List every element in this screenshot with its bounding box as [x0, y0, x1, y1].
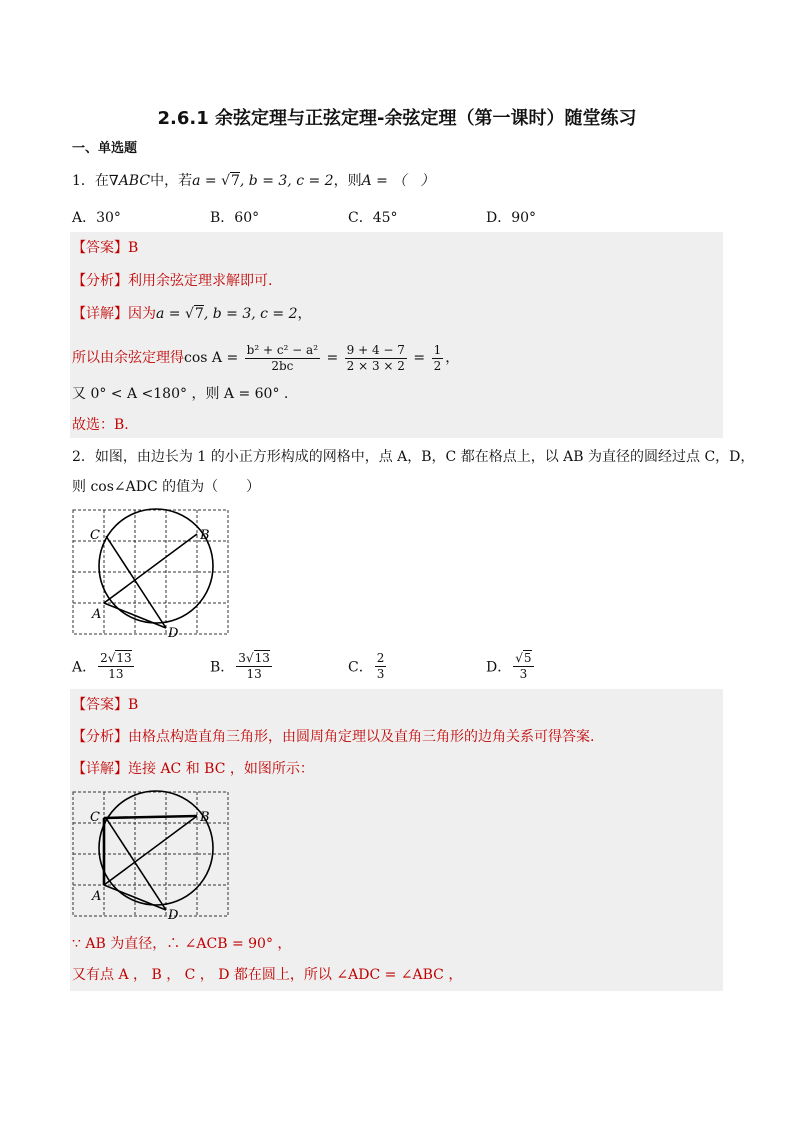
- q2-option-b: B． $\frac{3√13}{13}$: [210, 651, 270, 681]
- label-d: D: [168, 626, 179, 638]
- label-c: C: [90, 528, 100, 543]
- q1-option-b: B．60°: [210, 210, 260, 226]
- q1-option-c: C．45°: [348, 210, 398, 226]
- label-b-2: B: [200, 810, 210, 825]
- label-d-2: D: [168, 908, 179, 920]
- q1-solution-box: [70, 232, 723, 438]
- section-heading: 一、单选题: [72, 141, 138, 156]
- label-a: A: [92, 607, 102, 622]
- q2-detail-2: ∵ AB 为直径，∴ ∠ACB = 90° ，: [72, 936, 292, 952]
- q1-answer: 【答案】B: [72, 240, 139, 256]
- q1-conclusion: 故选：B.: [72, 417, 129, 433]
- label-a-2: A: [92, 889, 102, 904]
- q2-grid-figure: [70, 506, 232, 638]
- q2-stem-line2: 则 cos∠ADC 的值为（ ）: [72, 479, 261, 495]
- q1-option-a: A．30°: [72, 210, 121, 226]
- q2-analysis: 【分析】由格点构造直角三角形，由圆周角定理以及直角三角形的边角关系可得答案.: [72, 729, 595, 745]
- q2-option-a: A． $\frac{2√13}{13}$: [72, 651, 132, 681]
- q2-solution-figure: [70, 788, 232, 920]
- q2-detail-1: 【详解】连接 AC 和 BC ，如图所示：: [72, 761, 314, 777]
- q2-stem-line1: 2．如图，由边长为 1 的小正方形构成的网格中，点 A，B，C 都在格点上，以 AB 为直径的圆经过点 C，D，: [72, 449, 755, 465]
- q1-option-d: D．90°: [486, 210, 537, 226]
- q1-detail-3: 又 0° < A <180° ，则 A = 60° .: [72, 386, 289, 402]
- label-c-2: C: [90, 810, 100, 825]
- q1-detail-2: 所以由余弦定理得cos A = $\frac{\text{b² + c² − a²}}{2bc}$ = $\frac{9 + 4 - 7}{2 \times 3 \times 2}$ = $\frac{1}{2}$ ，: [72, 342, 460, 373]
- page-title: 2.6.1 余弦定理与正弦定理-余弦定理（第一课时）随堂练习: [157, 108, 637, 129]
- circle-2: [99, 791, 213, 905]
- q2-option-c: C． $\frac{2}{3}$: [348, 651, 385, 681]
- q2-option-d: D． $\frac{√5}{3}$: [486, 651, 532, 681]
- circle: [99, 509, 213, 623]
- segments-2: [104, 816, 197, 910]
- label-b: B: [200, 528, 210, 543]
- q1-stem: 1．在∇ABC中，若a = √7, b = 3, c = 2，则A = （ ）: [72, 173, 435, 189]
- q2-detail-3: 又有点 A ， B ， C ， D 都在圆上，所以 ∠ADC = ∠ABC ，: [72, 967, 463, 983]
- q1-analysis: 【分析】利用余弦定理求解即可.: [72, 273, 273, 289]
- q2-answer: 【答案】B: [72, 697, 139, 713]
- q1-detail-1: 【详解】因为a = √7, b = 3, c = 2，: [72, 306, 312, 322]
- segments: [104, 534, 197, 628]
